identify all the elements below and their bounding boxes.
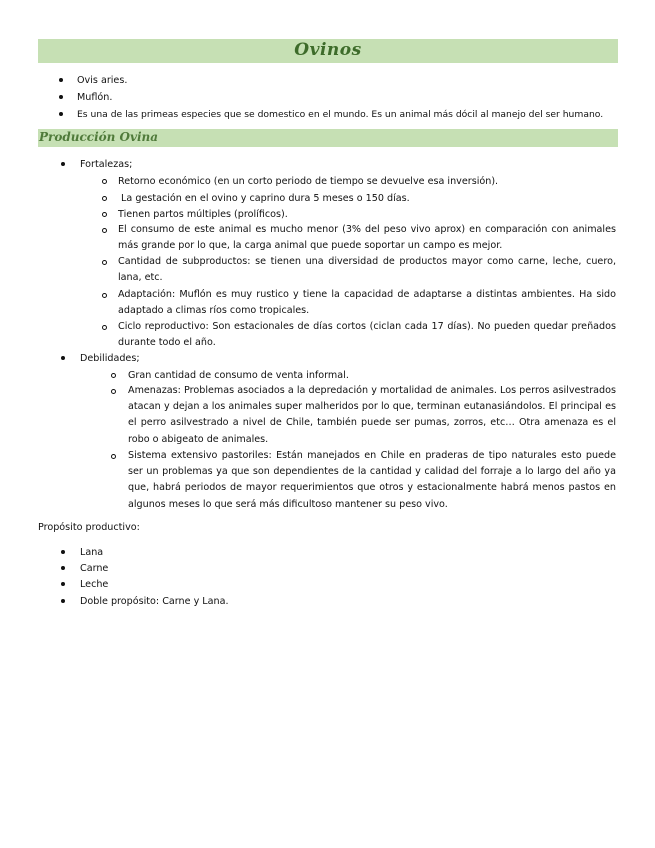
list-item: Gran cantidad de consumo de venta informal. — [128, 370, 349, 381]
list-item: Lana — [80, 547, 104, 558]
list-item: Es una de las primeas especies que se domestico en el mundo. Es un animal más dócil al manejo del ser humano. — [77, 109, 604, 120]
debilidades-label: Debilidades; — [80, 353, 140, 364]
circle-bullet-icon — [102, 228, 107, 233]
proposito-label: Propósito productivo: — [38, 522, 140, 533]
list-item: Leche — [80, 579, 109, 590]
section-banner — [38, 129, 618, 147]
bullet-icon — [59, 112, 63, 116]
section-title: Producción Ovina — [39, 130, 159, 144]
bullet-icon — [61, 566, 65, 570]
bullet-icon — [61, 356, 65, 360]
list-item: Cantidad de subproductos: se tienen una diversidad de productos mayor como carne, leche, cuero, lana, etc. — [118, 256, 616, 284]
bullet-icon — [59, 78, 63, 82]
bullet-icon — [59, 95, 63, 99]
circle-bullet-icon — [102, 212, 107, 217]
list-item: Ovis aries. — [77, 75, 128, 86]
list-item: Tienen partos múltiples (prolíficos). — [118, 209, 288, 220]
circle-bullet-icon — [102, 293, 107, 298]
circle-bullet-icon — [111, 373, 116, 378]
list-item: Adaptación: Muflón es muy rustico y tiene la capacidad de adaptarse a distintas ambientes. Ha sido adaptado a climas ríos como tropicales. — [118, 289, 616, 317]
circle-bullet-icon — [111, 454, 116, 459]
circle-bullet-icon — [102, 179, 107, 184]
list-item: Carne — [80, 563, 109, 574]
bullet-icon — [61, 550, 65, 554]
circle-bullet-icon — [102, 325, 107, 330]
list-item: Muflón. — [77, 92, 113, 103]
bullet-icon — [61, 599, 65, 603]
circle-bullet-icon — [102, 196, 107, 201]
circle-bullet-icon — [111, 389, 116, 394]
bullet-icon — [61, 582, 65, 586]
list-item: Retorno económico (en un corto periodo de tiempo se devuelve esa inversión). — [118, 176, 499, 187]
title-banner — [38, 39, 618, 63]
list-item: Doble propósito: Carne y Lana. — [80, 596, 229, 607]
list-item: El consumo de este animal es mucho menor (3% del peso vivo aprox) en comparación con animales más grande por lo que, la carga animal que puede soportar un campo es mejor. — [118, 224, 616, 252]
list-item: Sistema extensivo pastoriles: Están manejados en Chile en praderas de tipo naturales esto puede ser un problemas ya que son dependientes de la cantidad y calidad del forraje a lo largo del año ya que, habrá periodos de mayor requerimientos que otros y estacionalmente habrá menos pastos en algunos meses lo que será más dificultoso mantener su peso vivo. — [128, 450, 616, 510]
page-title: Ovinos — [294, 40, 362, 60]
circle-bullet-icon — [102, 260, 107, 265]
list-item: La gestación en el ovino y caprino dura 5 meses o 150 días. — [118, 193, 410, 204]
fortalezas-label: Fortalezas; — [80, 159, 133, 170]
bullet-icon — [61, 162, 65, 166]
list-item: Ciclo reproductivo: Son estacionales de días cortos (ciclan cada 17 días). No pueden quedar preñados durante todo el año. — [118, 321, 616, 349]
list-item: Amenazas: Problemas asociados a la depredación y mortalidad de animales. Los perros asilvestrados atacan y dejan a los animales super malheridos por lo que, terminan eutanasiándolos. El principal es el perro asilvestrado a nivel de Chile, también puede ser pumas, zorros, etc… Otra amenaza es el robo o abigeato de animales. — [128, 385, 616, 445]
